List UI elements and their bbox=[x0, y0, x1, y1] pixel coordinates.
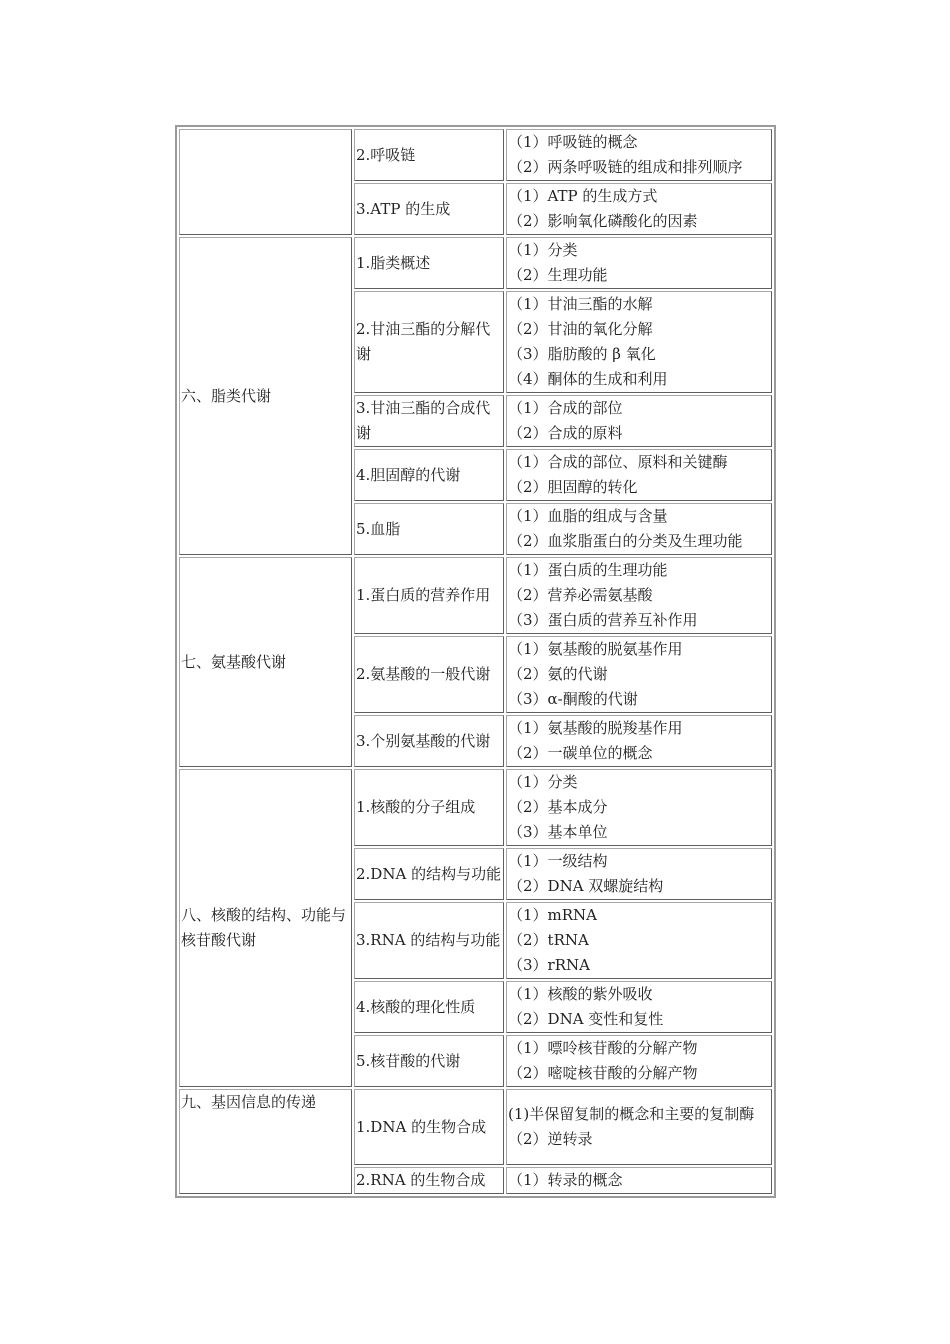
subtopic-cell: 3.个别氨基酸的代谢 bbox=[354, 715, 504, 767]
points-cell bbox=[506, 449, 772, 501]
point-item: （1）ATP 的生成方式 bbox=[508, 187, 658, 205]
table-row bbox=[179, 237, 772, 289]
point-item: （2）氨的代谢 bbox=[508, 665, 608, 683]
point-item: （3）脂肪酸的 β 氧化 bbox=[508, 345, 656, 363]
points-cell bbox=[506, 1167, 772, 1194]
point-item: （2）胆固醇的转化 bbox=[508, 478, 638, 496]
points-cell bbox=[506, 769, 772, 846]
point-item: （2）逆转录 bbox=[508, 1130, 593, 1148]
point-item: （2）甘油的氧化分解 bbox=[508, 320, 653, 338]
points-cell bbox=[506, 237, 772, 289]
point-item: （2）DNA 双螺旋结构 bbox=[508, 877, 664, 895]
subtopic-cell: 2.DNA 的结构与功能 bbox=[354, 848, 504, 900]
point-item: （2）tRNA bbox=[508, 931, 589, 949]
point-item: （1）分类 bbox=[508, 773, 578, 791]
point-item: （1）氨基酸的脱羧基作用 bbox=[508, 719, 683, 737]
syllabus-table-container bbox=[175, 125, 776, 1198]
point-item: （1）呼吸链的概念 bbox=[508, 133, 638, 151]
points-cell bbox=[506, 291, 772, 393]
subtopic-cell: 3.RNA 的结构与功能 bbox=[354, 902, 504, 979]
point-item: （2）影响氧化磷酸化的因素 bbox=[508, 212, 698, 230]
point-item: （2）营养必需氨基酸 bbox=[508, 586, 653, 604]
point-item: （1）mRNA bbox=[508, 906, 598, 924]
subtopic-cell: 4.核酸的理化性质 bbox=[354, 981, 504, 1033]
points-cell bbox=[506, 848, 772, 900]
point-item: （2）血浆脂蛋白的分类及生理功能 bbox=[508, 532, 743, 550]
points-cell bbox=[506, 636, 772, 713]
point-item: （3）蛋白质的营养互补作用 bbox=[508, 611, 698, 629]
point-item: （3）基本单位 bbox=[508, 823, 608, 841]
point-item: （1）合成的部位、原料和关键酶 bbox=[508, 453, 728, 471]
syllabus-table bbox=[175, 125, 776, 1198]
point-item: （2）嘧啶核苷酸的分解产物 bbox=[508, 1064, 698, 1082]
topic-cell: 九、基因信息的传递 bbox=[179, 1089, 352, 1194]
points-cell bbox=[506, 557, 772, 634]
point-item: （1）嘌呤核苷酸的分解产物 bbox=[508, 1039, 698, 1057]
points-cell bbox=[506, 1035, 772, 1087]
point-item: （1）一级结构 bbox=[508, 852, 608, 870]
subtopic-cell: 2.呼吸链 bbox=[354, 129, 504, 181]
point-item: （1）转录的概念 bbox=[508, 1171, 623, 1189]
point-item: （2）DNA 变性和复性 bbox=[508, 1010, 664, 1028]
subtopic-cell: 5.核苷酸的代谢 bbox=[354, 1035, 504, 1087]
points-cell bbox=[506, 902, 772, 979]
point-item: （1）氨基酸的脱氨基作用 bbox=[508, 640, 683, 658]
point-item: （2）基本成分 bbox=[508, 798, 608, 816]
points-cell bbox=[506, 183, 772, 235]
subtopic-cell: 1.蛋白质的营养作用 bbox=[354, 557, 504, 634]
point-item: （4）酮体的生成和利用 bbox=[508, 370, 668, 388]
point-item: （2）合成的原料 bbox=[508, 424, 623, 442]
topic-cell: 六、脂类代谢 bbox=[179, 237, 352, 555]
points-cell bbox=[506, 395, 772, 447]
points-cell bbox=[506, 715, 772, 767]
subtopic-cell: 2.RNA 的生物合成 bbox=[354, 1167, 504, 1194]
topic-cell: 七、氨基酸代谢 bbox=[179, 557, 352, 767]
subtopic-cell: 1.脂类概述 bbox=[354, 237, 504, 289]
subtopic-cell: 2.氨基酸的一般代谢 bbox=[354, 636, 504, 713]
table-row bbox=[179, 1089, 772, 1165]
subtopic-cell: 4.胆固醇的代谢 bbox=[354, 449, 504, 501]
point-item: （3）rRNA bbox=[508, 956, 590, 974]
subtopic-cell: 2.甘油三酯的分解代谢 bbox=[354, 291, 504, 393]
point-item: （1）蛋白质的生理功能 bbox=[508, 561, 668, 579]
topic-cell bbox=[179, 129, 352, 235]
point-item: （1）核酸的紫外吸收 bbox=[508, 985, 653, 1003]
subtopic-cell: 3.甘油三酯的合成代谢 bbox=[354, 395, 504, 447]
table-row bbox=[179, 557, 772, 634]
points-cell bbox=[506, 1089, 772, 1165]
point-item: （2）生理功能 bbox=[508, 266, 608, 284]
points-cell bbox=[506, 129, 772, 181]
table-row bbox=[179, 769, 772, 846]
subtopic-cell: 3.ATP 的生成 bbox=[354, 183, 504, 235]
topic-cell: 八、核酸的结构、功能与核苷酸代谢 bbox=[179, 769, 352, 1087]
point-item: （1）甘油三酯的水解 bbox=[508, 295, 653, 313]
point-item: （3）α-酮酸的代谢 bbox=[508, 690, 638, 708]
point-item: （2）两条呼吸链的组成和排列顺序 bbox=[508, 158, 743, 176]
point-item: （1）合成的部位 bbox=[508, 399, 623, 417]
point-item: （2）一碳单位的概念 bbox=[508, 744, 653, 762]
point-item: (1)半保留复制的概念和主要的复制酶 bbox=[508, 1105, 755, 1123]
points-cell bbox=[506, 503, 772, 555]
points-cell bbox=[506, 981, 772, 1033]
subtopic-cell: 1.DNA 的生物合成 bbox=[354, 1089, 504, 1165]
subtopic-cell: 5.血脂 bbox=[354, 503, 504, 555]
table-row bbox=[179, 129, 772, 181]
point-item: （1）分类 bbox=[508, 241, 578, 259]
point-item: （1）血脂的组成与含量 bbox=[508, 507, 668, 525]
subtopic-cell: 1.核酸的分子组成 bbox=[354, 769, 504, 846]
